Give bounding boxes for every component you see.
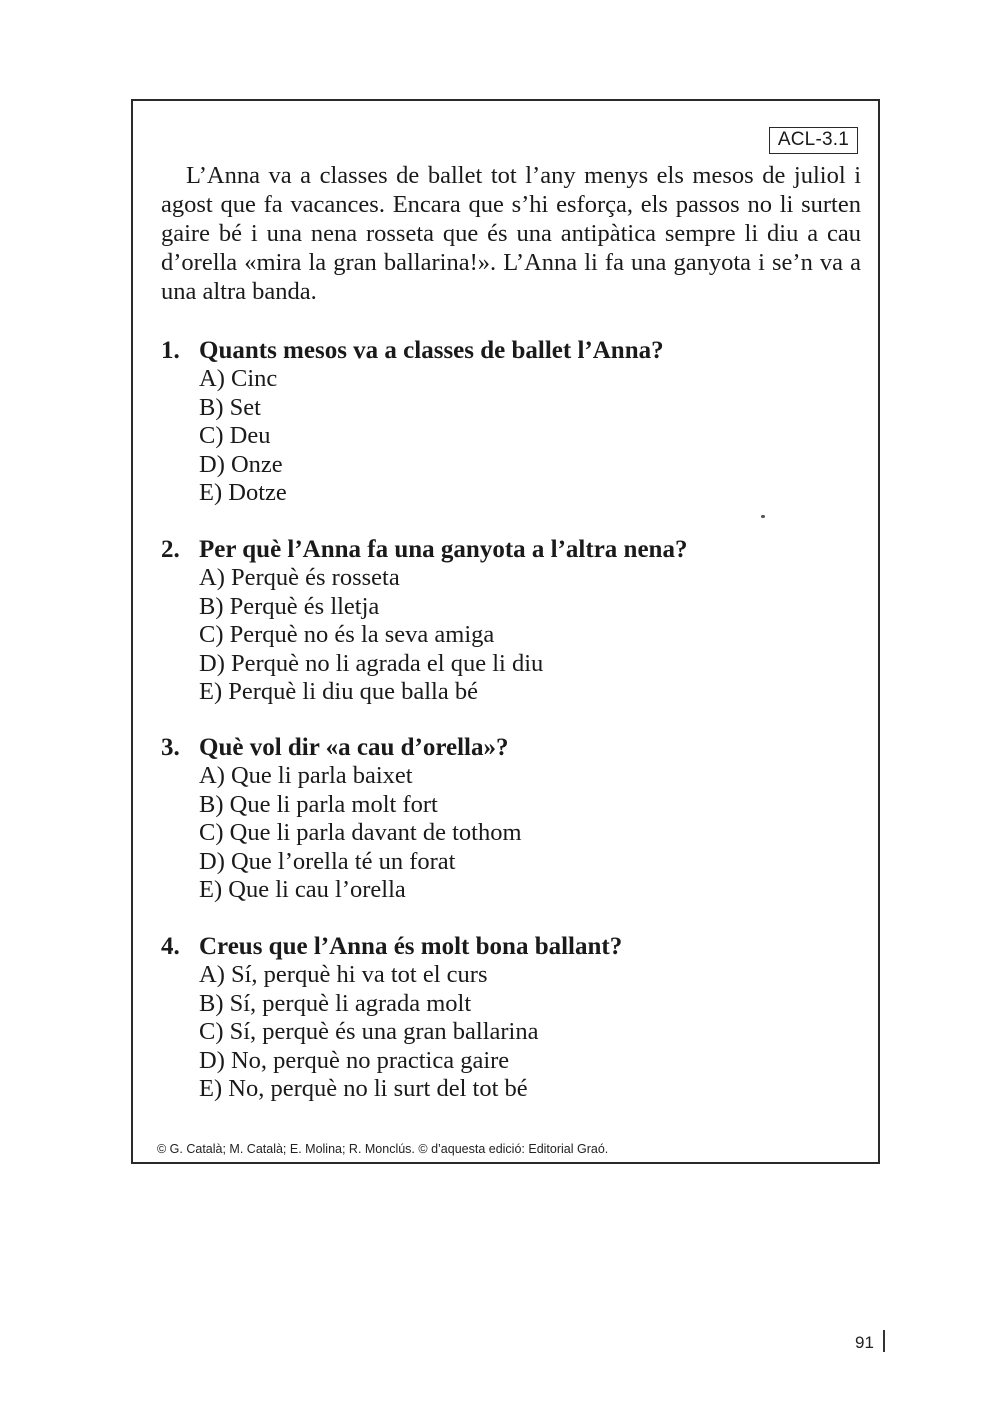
option-a[interactable]: A) Perquè és rosseta [199,564,400,591]
option-c[interactable]: C) Que li parla davant de tothom [199,819,522,846]
question-4 [161,932,861,1104]
question-1 [161,336,861,508]
option-c[interactable]: C) Deu [199,422,271,449]
question-number: 1. [161,337,180,364]
page-number: 91 [855,1333,874,1352]
option-d[interactable]: D) Perquè no li agrada el que li diu [199,649,544,677]
copyright-footer: © G. Català; M. Català; E. Molina; R. Monclús. © d’aquesta edició: Editorial Graó. [157,1142,609,1156]
option-b[interactable]: B) Perquè és lletja [199,592,380,620]
option-a[interactable]: A) Cinc [199,365,278,392]
option-e[interactable]: E) Dotze [199,479,287,506]
options-list [161,564,861,707]
question-2 [161,535,861,707]
option-a[interactable]: A) Sí, perquè hi va tot el curs [199,961,488,988]
option-e[interactable]: E) No, perquè no li surt del tot bé [199,1075,528,1102]
reading-passage: L’Anna va a classes de ballet tot l’any menys els mesos de juliol i agost que fa vacances. Encara que s’hi esforça, els passos no li surten gaire bé i una nena rosseta que és una antipàtica sempre li diu a cau d’orella «mira la gran ballarina!». L’Anna li fa una ganyota i se’n va a una altra banda. [161,162,861,305]
worksheet-frame [131,99,880,1164]
option-d[interactable]: D) Que l’orella té un forat [199,847,456,875]
worksheet-code: ACL-3.1 [769,127,858,154]
question-text: Per què l’Anna fa una ganyota a l’altra nena? [199,536,688,563]
question-text: Quants mesos va a classes de ballet l’Anna? [199,337,664,364]
option-b[interactable]: B) Set [199,393,261,421]
option-c[interactable]: C) Perquè no és la seva amiga [199,621,495,648]
question-number: 4. [161,933,180,960]
question-number: 2. [161,536,180,563]
option-c[interactable]: C) Sí, perquè és una gran ballarina [199,1018,539,1045]
question-number: 3. [161,734,180,761]
scan-speck [761,515,765,518]
option-b[interactable]: B) Que li parla molt fort [199,790,438,818]
options-list [161,762,861,905]
option-e[interactable]: E) Perquè li diu que balla bé [199,678,478,705]
option-d[interactable]: D) Onze [199,450,283,478]
question-text: Creus que l’Anna és molt bona ballant? [199,933,623,960]
option-d[interactable]: D) No, perquè no practica gaire [199,1046,510,1074]
options-list [161,365,861,508]
page-number-divider [883,1330,885,1352]
options-list [161,961,861,1104]
question-text: Què vol dir «a cau d’orella»? [199,734,509,761]
option-a[interactable]: A) Que li parla baixet [199,762,413,789]
option-b[interactable]: B) Sí, perquè li agrada molt [199,989,472,1017]
question-3 [161,733,861,905]
option-e[interactable]: E) Que li cau l’orella [199,876,406,903]
